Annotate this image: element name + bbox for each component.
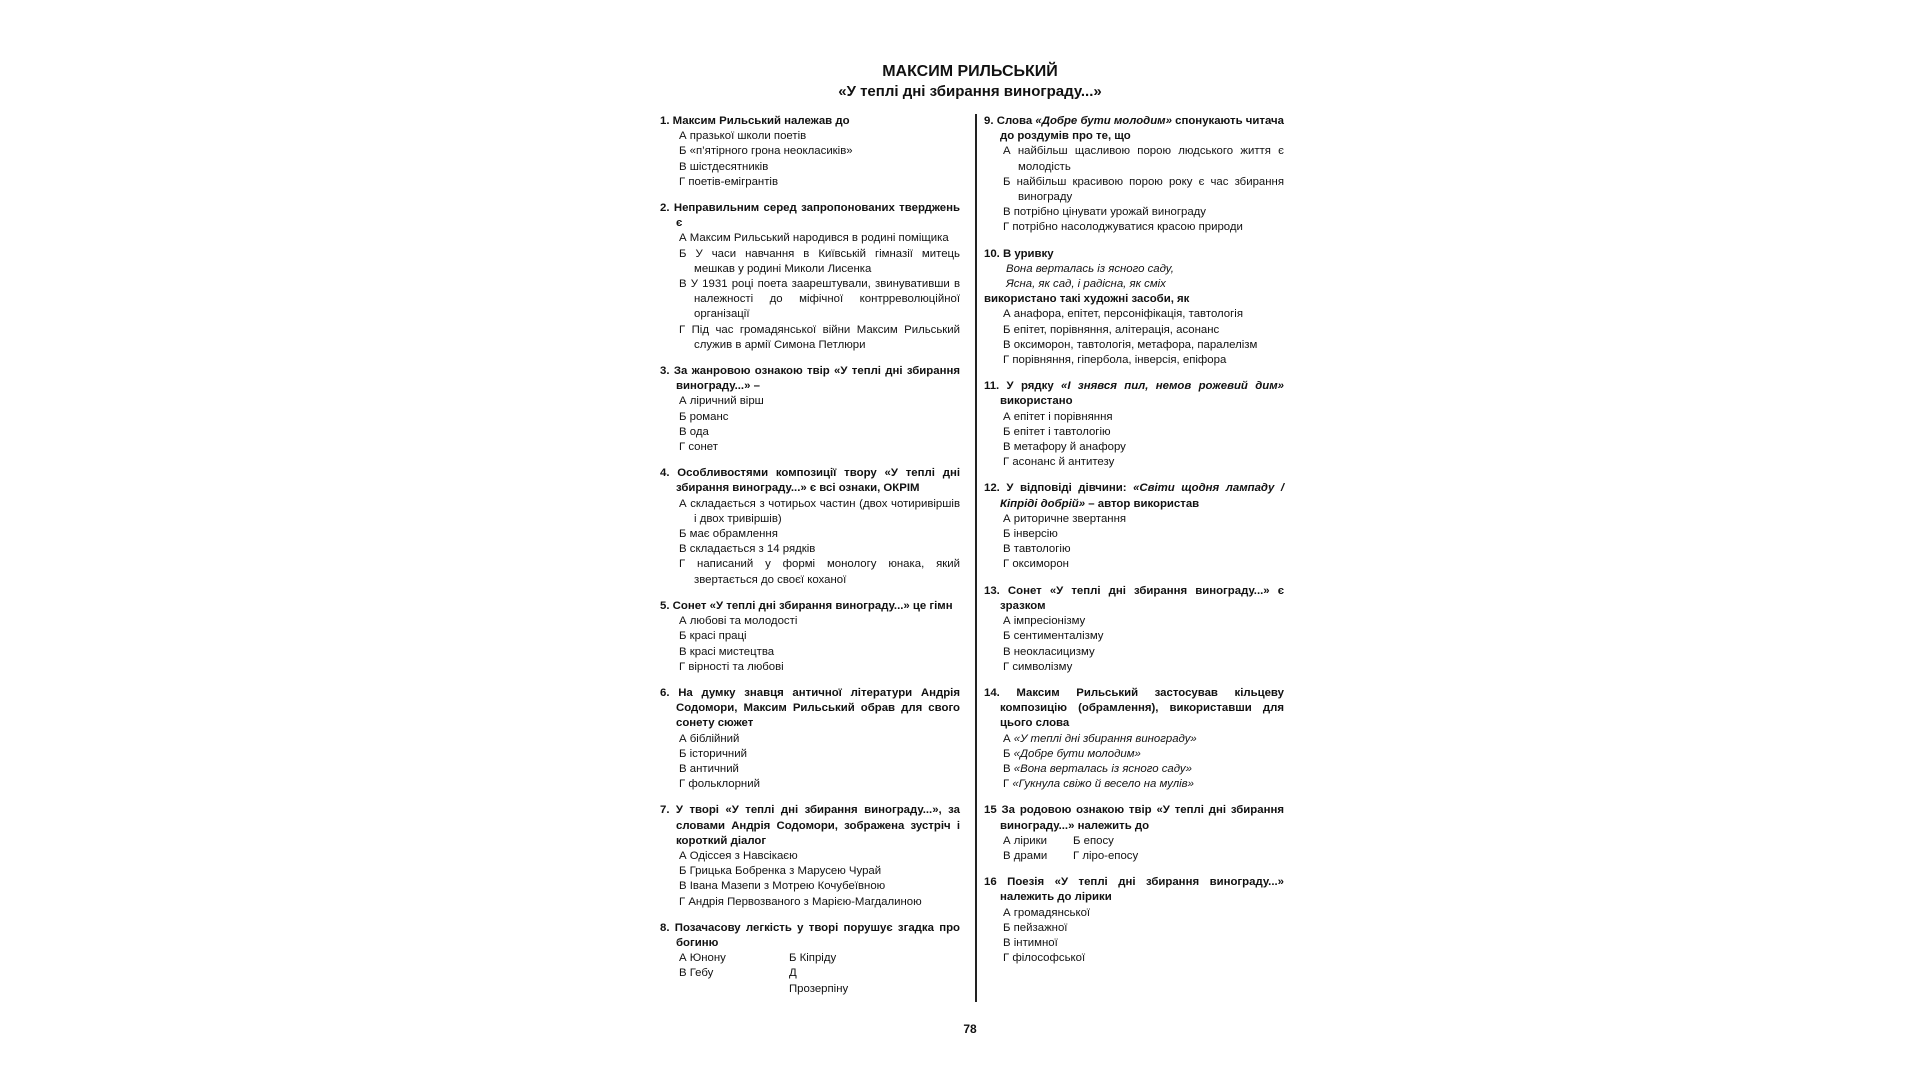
question-quote: «Світи щодня лампаду / Кіпріді добрій»: [1000, 482, 1284, 510]
question-text: [984, 114, 1284, 144]
question-text: 15 За родовою ознакою твір «У теплі дні збирання винограду...» належить до: [984, 804, 1284, 832]
option-a: А громадянської: [1003, 906, 1091, 919]
option-b: [984, 747, 1284, 762]
option-b: Б Кіпріду: [789, 952, 837, 965]
question-text: 2. Неправильним серед запропонованих тверджень є: [660, 202, 960, 230]
question-tail: – автор використав: [1085, 497, 1200, 510]
option-b: Б історичний: [679, 747, 747, 760]
question-lead: 11. У рядку: [984, 380, 1062, 393]
option-a: А анафора, епітет, персоніфікація, тавтологія: [1003, 308, 1243, 321]
document-page: [650, 62, 1290, 1042]
option-c: В драми: [1003, 849, 1048, 862]
option-c: В тавтологію: [1003, 543, 1071, 556]
option-d: Г написаний у формі монологу юнака, який звертається до своєї коханої: [679, 558, 960, 586]
question-4: [660, 466, 960, 588]
option-c: В неокласицизму: [1003, 645, 1095, 658]
option-c: В античний: [679, 762, 739, 775]
question-8: [660, 921, 960, 997]
option-b: Б пейзажної: [1003, 921, 1068, 934]
option-d: Г символізму: [1003, 660, 1073, 673]
option-b: Б романс: [679, 410, 729, 423]
question-text: [984, 379, 1284, 409]
question-text: 1. Максим Рильський належав до: [660, 115, 850, 127]
option-c: В шістдесятників: [679, 160, 769, 173]
option-b: Б має обрамлення: [679, 528, 778, 541]
option-b: Б інверсію: [1003, 528, 1058, 541]
option-quote: «У теплі дні збирання винограду»: [1013, 732, 1197, 745]
question-10: [984, 247, 1284, 369]
option-d: Г фольклорний: [679, 778, 760, 791]
option-d: Г потрібно насолоджуватися красою природи: [1003, 221, 1243, 234]
option-a: А Одіссея з Навсікаєю: [679, 849, 798, 862]
option-d: Г філософської: [1003, 952, 1086, 965]
question-text: 3. За жанровою ознакою твір «У теплі дні збирання винограду...» –: [660, 365, 960, 393]
option-b: Б «п’ятірного грона неокласиків»: [679, 145, 853, 158]
option-letter: Г: [1003, 778, 1013, 791]
option-letter: А: [1003, 732, 1014, 745]
option-b: Б красі праці: [679, 630, 747, 643]
option-a: А епітет і порівняння: [1003, 410, 1113, 423]
question-quote: «І знявся пил, немов рожевий дим»: [1061, 380, 1284, 393]
question-5: [660, 599, 960, 675]
option-d: Г Андрія Первозваного з Марією-Магдалиною: [679, 895, 922, 908]
author-heading: МАКСИМ РИЛЬСЬКИЙ: [882, 63, 1058, 80]
question-16: [984, 875, 1284, 966]
question-text: 6. На думку знавця античної літератури Андрія Содомори, Максим Рильський обрав для свого сонету сюжет: [660, 686, 960, 730]
question-columns: [660, 114, 1300, 1014]
option-d: Г асонанс й антитезу: [1003, 456, 1115, 469]
question-text: 10. В уривку: [984, 247, 1054, 260]
question-text: 14. Максим Рильський застосував кільцеву композицію (обрамлення), використавши для цього слова: [984, 686, 1284, 730]
question-text: [984, 481, 1284, 511]
option-c: В ода: [679, 425, 709, 438]
option-b: Б Грицька Бобренка з Марусею Чурай: [679, 865, 882, 878]
question-text: 16 Поезія «У теплі дні збирання винограду...» належить до лірики: [984, 876, 1284, 904]
option-a: А імпресіонізму: [1003, 615, 1086, 628]
quoted-line: Вона верталась із ясного саду,: [1006, 262, 1174, 275]
question-text: 4. Особливостями композиції твору «У теплі дні збирання винограду...» є всі ознаки, ОКРІМ: [660, 467, 960, 495]
option-letter: В: [1003, 762, 1014, 775]
option-letter: Б: [1003, 747, 1014, 760]
quoted-line: Ясна, як сад, і радісна, як сміх: [1006, 278, 1166, 291]
option-c: В Івана Мазепи з Мотрею Кочубеївною: [679, 880, 886, 893]
option-d: Д Прозерпіну: [789, 967, 849, 995]
option-a: А найбільш щасливою порою людського життя є молодість: [1003, 145, 1284, 173]
option-c: В потрібно цінувати урожай винограду: [1003, 206, 1207, 219]
question-7: [660, 803, 960, 909]
option-b: Б сентименталізму: [1003, 630, 1104, 643]
option-a: А любові та молодості: [679, 615, 798, 628]
option-quote: «Гукнула свіжо й весело на мулів»: [1012, 778, 1194, 791]
option-quote: «Добре бути молодим»: [1013, 747, 1141, 760]
option-c: В складається з 14 рядків: [679, 543, 816, 556]
question-13: [984, 584, 1284, 675]
option-a: А празької школи поетів: [679, 130, 807, 143]
column-divider: [975, 114, 977, 1002]
option-d: Г порівняння, гіпербола, інверсія, епіфора: [1003, 354, 1227, 367]
question-lead: 9. Слова: [984, 115, 1036, 127]
option-c: В красі мистецтва: [679, 645, 775, 658]
option-a: А риторичне звертання: [1003, 512, 1127, 525]
question-2: [660, 201, 960, 353]
question-text: 13. Сонет «У теплі дні збирання винограду...» є зразком: [984, 584, 1284, 612]
work-title: «У теплі дні збирання винограду...»: [838, 83, 1102, 100]
option-a: А Юнону: [679, 952, 726, 965]
question-14: [984, 686, 1284, 792]
option-c: В Гебу: [679, 967, 714, 980]
question-text: 8. Позачасову легкість у творі порушує згадка про богиню: [660, 921, 960, 949]
option-b: Б епітет, порівняння, алітерація, асонанс: [1003, 323, 1220, 336]
question-15: [984, 803, 1284, 864]
question-9: [984, 114, 1284, 236]
option-a: А біблійний: [679, 732, 740, 745]
option-a: А ліричний вірш: [679, 395, 764, 408]
option-d: Г сонет: [679, 441, 718, 454]
option-d: Г Під час громадянської війни Максим Рильський служив в армії Симона Петлюри: [679, 323, 960, 351]
option-c: В У 1931 році поета заарештували, звинувативши в належності до міфічної контрреволюційної організації: [679, 278, 960, 321]
question-tail: використано: [1000, 395, 1073, 408]
option-c: В інтимної: [1003, 936, 1058, 949]
option-b: Б епосу: [1073, 834, 1114, 847]
option-quote: «Вона верталась із ясного саду»: [1013, 762, 1192, 775]
option-b: Б У часи навчання в Київській гімназії митець мешкав у родині Миколи Лисенка: [679, 247, 960, 275]
question-continuation: використано такі художні засоби, як: [984, 293, 1190, 306]
page-number: 78: [963, 1022, 977, 1036]
option-d: Г поетів-емігрантів: [679, 175, 778, 188]
left-column: [660, 114, 960, 1008]
option-c: В оксиморон, тавтологія, метафора, паралелізм: [1003, 338, 1258, 351]
question-tail: спонукають читача до роздумів про те, що: [1000, 115, 1284, 143]
option-a: А Максим Рильський народився в родині поміщика: [679, 232, 949, 245]
question-1: [660, 114, 960, 190]
question-12: [984, 481, 1284, 572]
option-a: А складається з чотирьох частин (двох чотиривіршів і двох тривіршів): [679, 497, 960, 525]
question-text: 7. У творі «У теплі дні збирання винограду...», за словами Андрія Содомори, зображена зустріч і короткий діалог: [660, 804, 960, 847]
option-b: Б епітет і тавтологію: [1003, 425, 1111, 438]
option-row: [660, 966, 960, 996]
option-b: Б найбільш красивою порою року є час збирання винограду: [1003, 175, 1284, 204]
question-3: [660, 364, 960, 455]
question-quote: «Добре бути молодим»: [1035, 115, 1172, 127]
question-lead: 12. У відповіді дівчини:: [984, 482, 1134, 495]
option-row: [984, 849, 1284, 864]
question-6: [660, 686, 960, 792]
right-column: [984, 114, 1284, 977]
question-text: 5. Сонет «У теплі дні збирання винограду...» це гімн: [660, 599, 953, 612]
option-a: [984, 732, 1284, 747]
option-c: [984, 762, 1284, 777]
option-d: Г ліро-епосу: [1073, 849, 1139, 862]
option-row: [984, 834, 1284, 849]
question-11: [984, 379, 1284, 470]
option-c: В метафору й анафору: [1003, 441, 1126, 454]
option-row: [660, 951, 960, 966]
option-a: А лірики: [1003, 834, 1047, 847]
option-d: Г оксиморон: [1003, 558, 1069, 571]
option-d: Г вірності та любові: [679, 660, 784, 673]
option-d: [984, 777, 1284, 792]
